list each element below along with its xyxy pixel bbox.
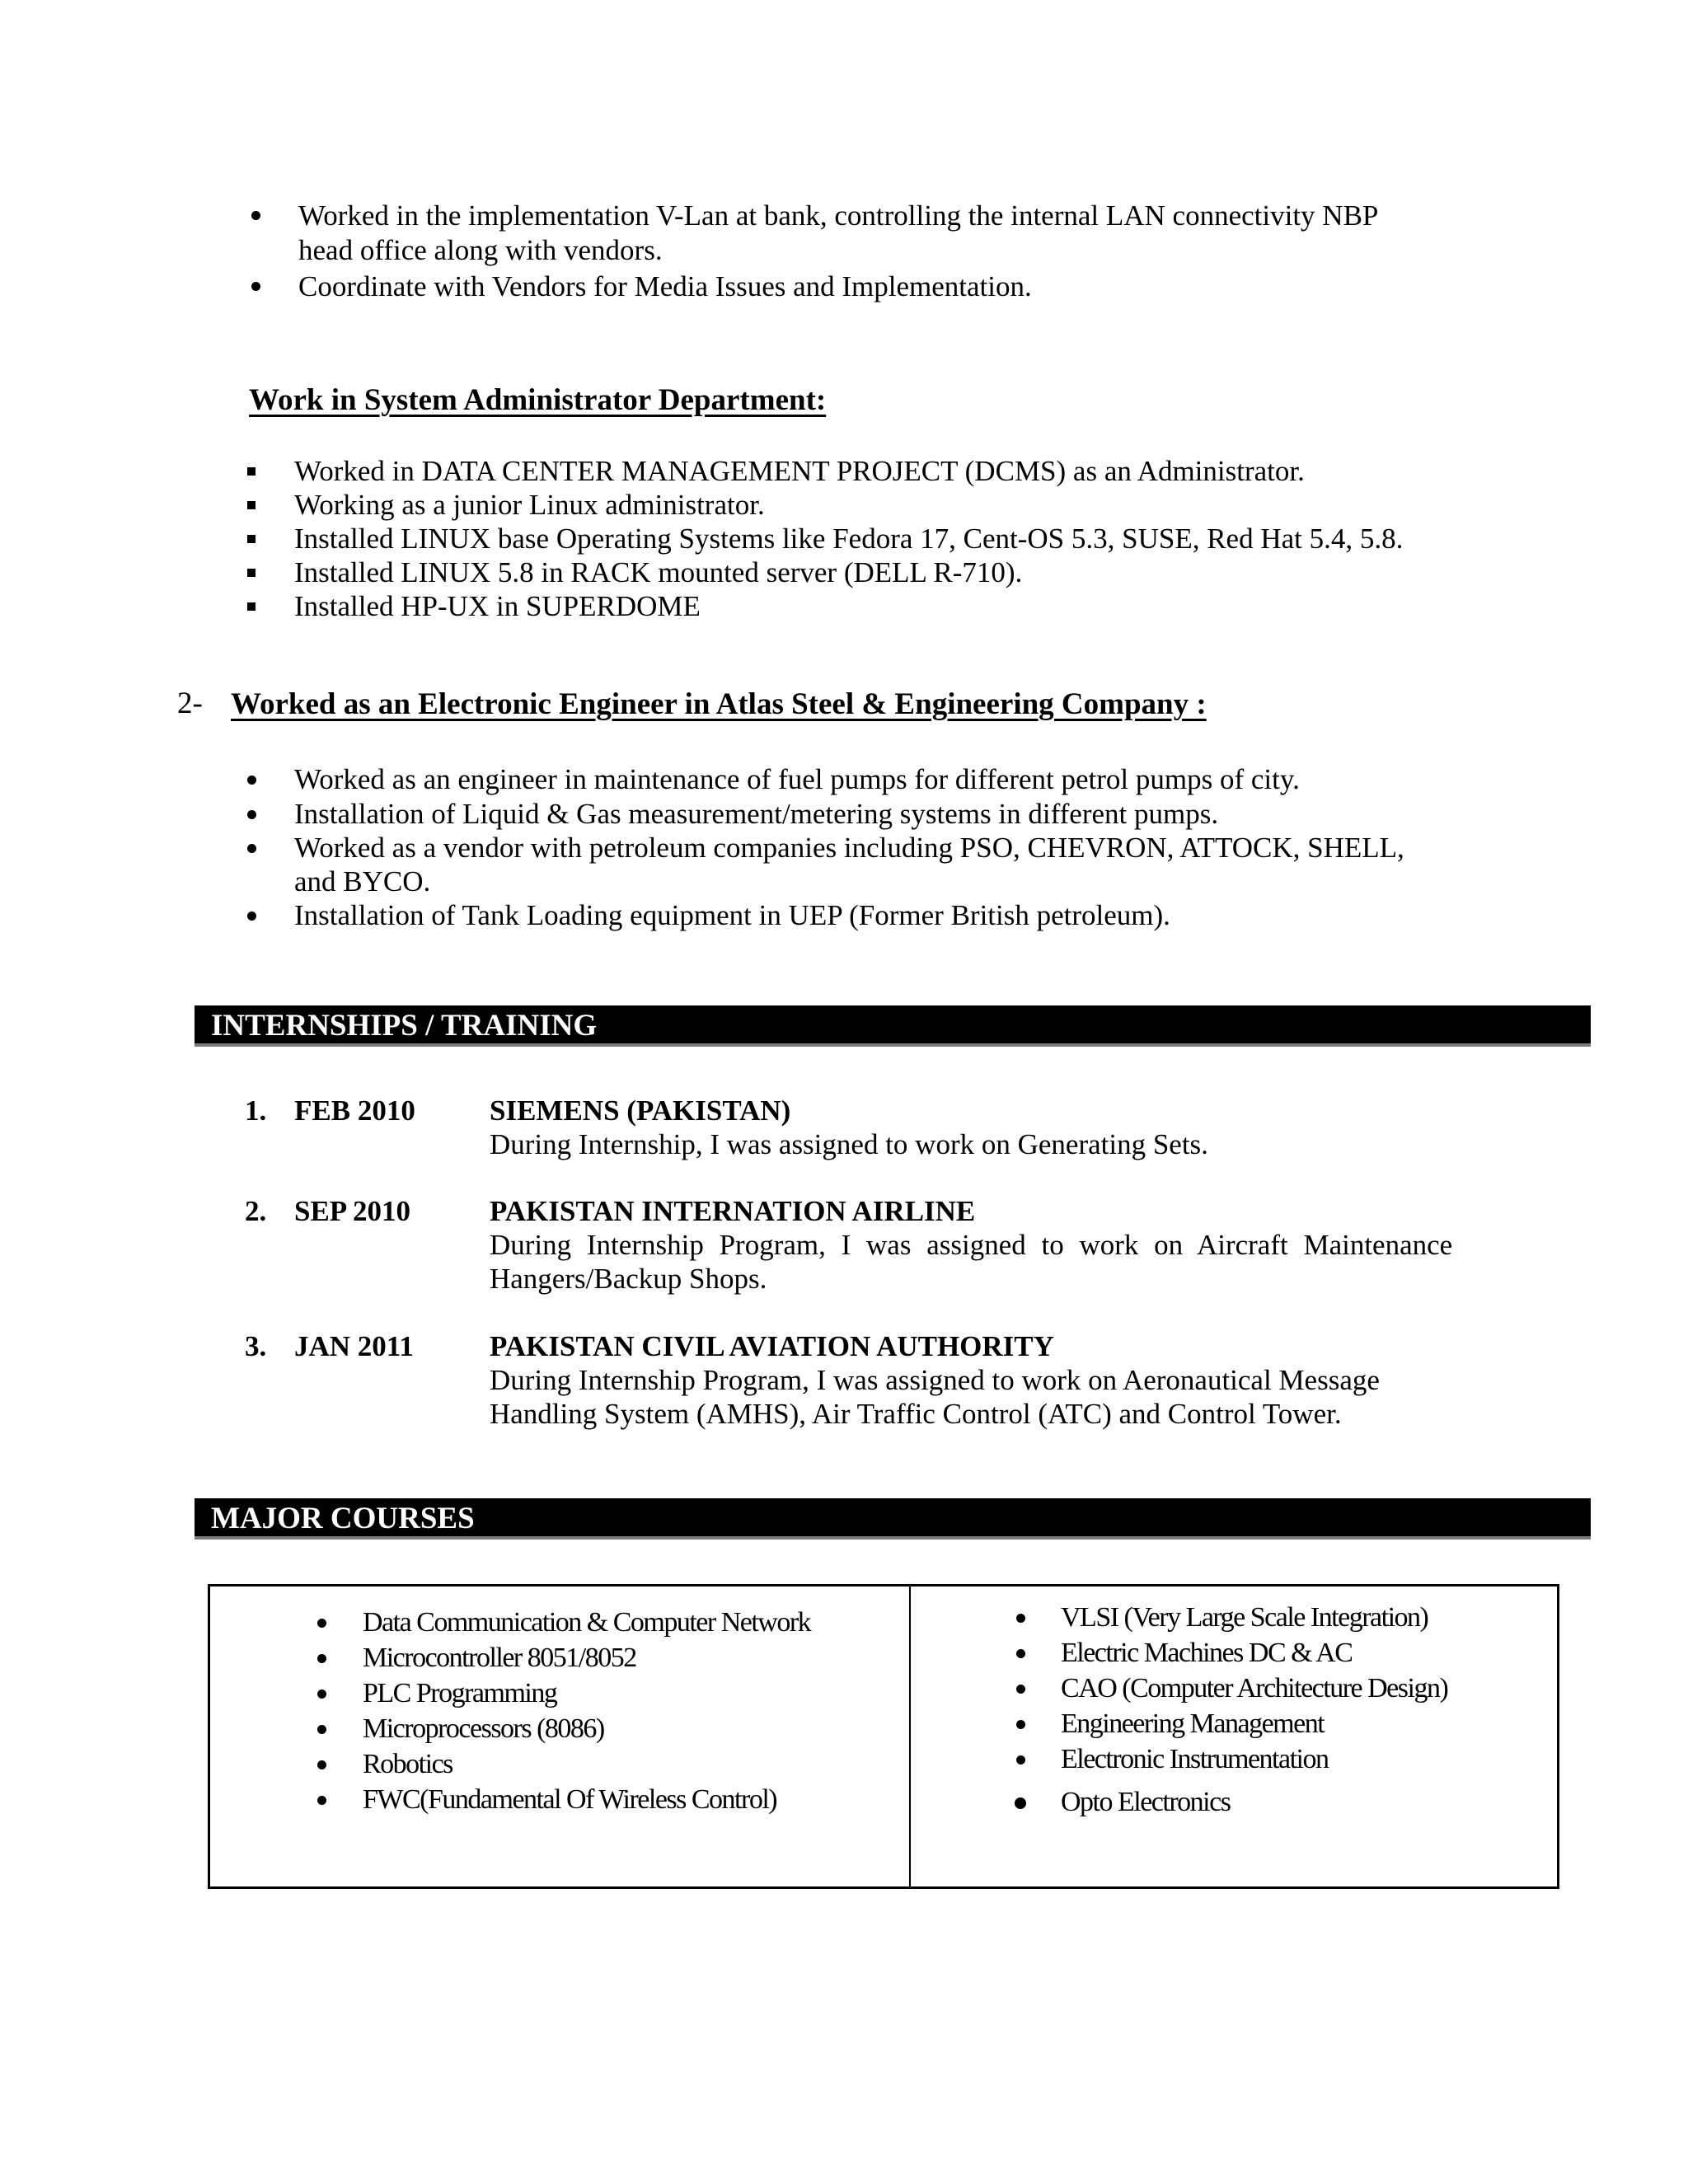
internships-title: INTERNSHIPS / TRAINING: [211, 1009, 598, 1043]
entry-number: 2.: [245, 1195, 267, 1227]
entry-desc: During Internship Program, I was assigned to work on Aircraft Maintenance: [490, 1229, 1453, 1261]
atlas-item-cont: and BYCO.: [294, 865, 431, 898]
bullet-icon: [317, 1690, 326, 1699]
bullet-icon: [1016, 1685, 1025, 1694]
bullet-icon: [1016, 1720, 1025, 1729]
section-number: 2-: [177, 687, 203, 720]
course-right: Electronic Instrumentation: [1061, 1744, 1329, 1774]
entry-number: 1.: [245, 1094, 267, 1127]
course-left: Microcontroller 8051/8052: [363, 1643, 636, 1673]
sysadmin-heading: Work in System Administrator Department:: [249, 383, 827, 417]
atlas-item: Installation of Liquid & Gas measurement/metering systems in different pumps.: [294, 798, 1219, 830]
bullet-icon: [317, 1725, 326, 1734]
bullet-icon: [251, 211, 260, 220]
entry-desc: During Internship, I was assigned to work on Generating Sets.: [490, 1128, 1208, 1160]
entry-org: PAKISTAN INTERNATION AIRLINE: [490, 1195, 976, 1227]
sysadmin-item: Installed LINUX base Operating Systems like Fedora 17, Cent-OS 5.3, SUSE, Red Hat 5.4, 5.8.: [294, 523, 1404, 555]
bullet-icon: [251, 282, 260, 291]
entry-org: SIEMENS (PAKISTAN): [490, 1094, 791, 1127]
course-left: Microprocessors (8086): [363, 1713, 604, 1744]
bullet-icon: [317, 1654, 326, 1663]
intro-bullet-1-cont: head office along with vendors.: [298, 234, 663, 266]
course-right: Electric Machines DC & AC: [1061, 1638, 1353, 1668]
internships-header-bar: [195, 1005, 1591, 1047]
sysadmin-item: Working as a junior Linux administrator.: [294, 489, 765, 521]
courses-header-bar: [195, 1498, 1591, 1540]
course-left: PLC Programming: [363, 1678, 557, 1708]
course-right: Engineering Management: [1061, 1708, 1325, 1739]
courses-table: [208, 1584, 1559, 1889]
bullet-icon: [247, 810, 256, 819]
entry-desc: Handling System (AMHS), Air Traffic Control (ATC) and Control Tower.: [490, 1398, 1342, 1430]
course-right: VLSI (Very Large Scale Integration): [1061, 1602, 1428, 1633]
entry-desc: Hangers/Backup Shops.: [490, 1263, 767, 1295]
entry-number: 3.: [245, 1330, 267, 1362]
bullet-icon: [317, 1796, 326, 1805]
atlas-item: Worked as an engineer in maintenance of fuel pumps for different petrol pumps of city.: [294, 763, 1300, 795]
entry-date: FEB 2010: [294, 1094, 415, 1127]
entry-desc: During Internship Program, I was assigned to work on Aeronautical Message: [490, 1364, 1380, 1396]
entry-date: JAN 2011: [294, 1330, 414, 1362]
square-bullet-icon: [247, 602, 256, 611]
square-bullet-icon: [247, 569, 256, 577]
sysadmin-item: Installed HP-UX in SUPERDOME: [294, 590, 701, 622]
bullet-icon: [1016, 1755, 1025, 1765]
courses-title: MAJOR COURSES: [211, 1502, 475, 1535]
table-divider: [909, 1586, 911, 1886]
bullet-icon: [1015, 1797, 1026, 1809]
square-bullet-icon: [247, 501, 256, 509]
sysadmin-item: Installed LINUX 5.8 in RACK mounted server (DELL R-710).: [294, 556, 1023, 588]
course-right: CAO (Computer Architecture Design): [1061, 1673, 1448, 1704]
entry-org: PAKISTAN CIVIL AVIATION AUTHORITY: [490, 1330, 1054, 1362]
bullet-icon: [247, 844, 256, 853]
entry-date: SEP 2010: [294, 1195, 411, 1227]
atlas-heading: Worked as an Electronic Engineer in Atlas Steel & Engineering Company :: [231, 687, 1207, 721]
sysadmin-item: Worked in DATA CENTER MANAGEMENT PROJECT (DCMS) as an Administrator.: [294, 455, 1305, 487]
bullet-icon: [247, 776, 256, 785]
course-left: Robotics: [363, 1749, 452, 1779]
bullet-icon: [1016, 1649, 1025, 1658]
square-bullet-icon: [247, 467, 256, 476]
course-left: Data Communication & Computer Network: [363, 1607, 811, 1638]
course-right: Opto Electronics: [1061, 1787, 1231, 1817]
bullet-icon: [1016, 1614, 1025, 1623]
course-left: FWC(Fundamental Of Wireless Control): [363, 1784, 777, 1815]
bullet-icon: [247, 912, 256, 921]
atlas-item: Installation of Tank Loading equipment in UEP (Former British petroleum).: [294, 899, 1170, 931]
intro-bullet-2: Coordinate with Vendors for Media Issues and Implementation.: [298, 270, 1032, 302]
atlas-item: Worked as a vendor with petroleum companies including PSO, CHEVRON, ATTOCK, SHELL,: [294, 832, 1404, 864]
bullet-icon: [317, 1760, 326, 1769]
square-bullet-icon: [247, 535, 256, 543]
bullet-icon: [317, 1619, 326, 1628]
intro-bullet-1: Worked in the implementation V-Lan at bank, controlling the internal LAN connectivity NBP: [298, 199, 1379, 232]
